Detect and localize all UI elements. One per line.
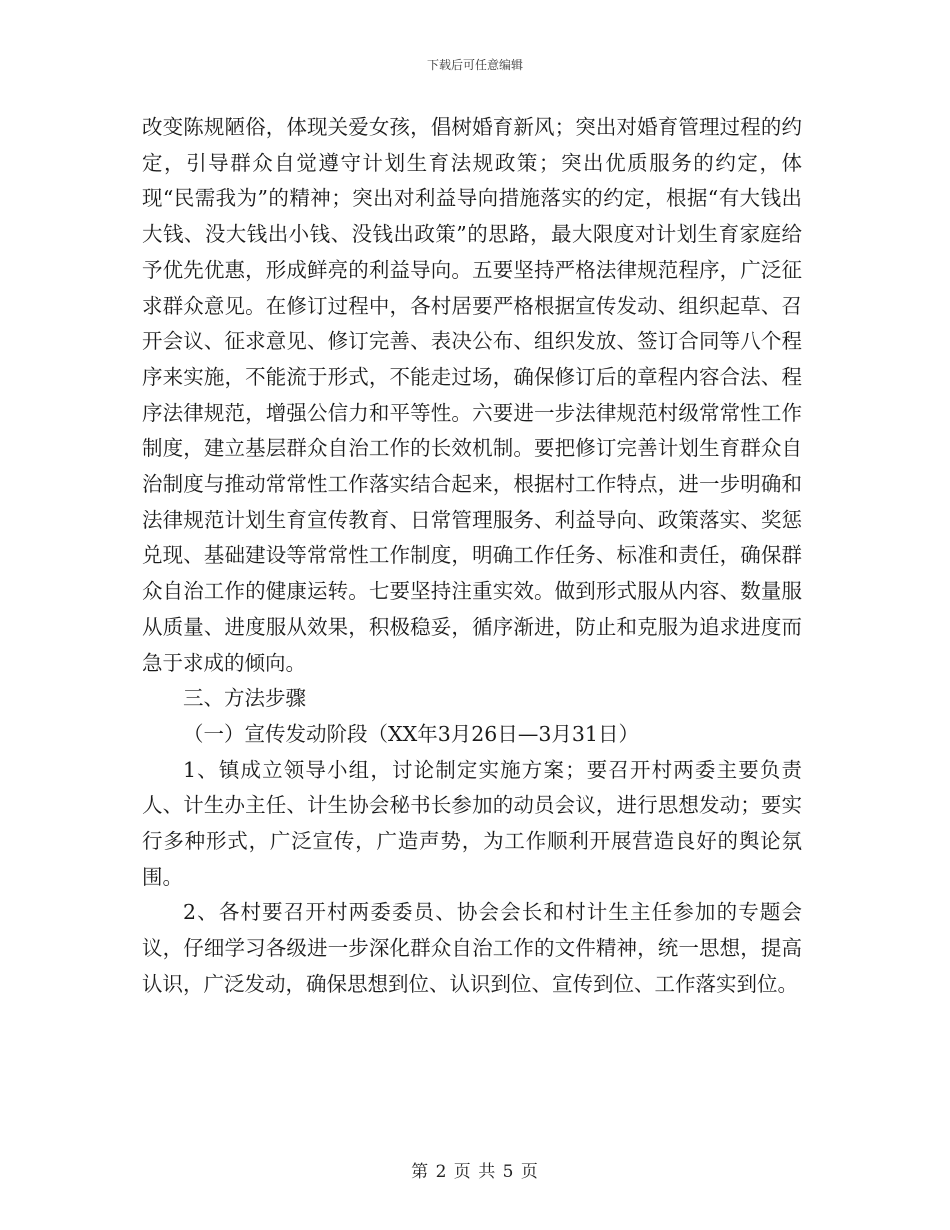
body-paragraph-item-2: 2、各村要召开村两委委员、协会会长和村计生主任参加的专题会议，仔细学习各级进一步深化群众自治工作的文件精神，统一思想，提高认识，广泛发动，确保思想到位、认识到位、宣传到位、工作落实到位。 [142, 900, 802, 996]
document-body [142, 110, 802, 1003]
body-paragraph-item-1: 1、镇成立领导小组，讨论制定实施方案；要召开村两委主要负责人、计生办主任、计生协会秘书长参加的动员会议，进行思想发动；要实行多种形式，广泛宣传，广造声势，为工作顺利开展营造良好的舆论氛围。 [142, 757, 802, 889]
section-heading-methods: 三、方法步骤 [183, 686, 306, 711]
body-paragraph-continuation: 改变陈规陋俗，体现关爱女孩，倡树婚育新风；突出对婚育管理过程的约定，引导群众自觉遵守计划生育法规政策；突出优质服务的约定，体现“民需我为”的精神；突出对利益导向措施落实的约定，根据“有大钱出大钱、没大钱出小钱、没钱出政策”的思路，最大限度对计划生育家庭给予优先优惠，形成鲜亮的利益导向。五要坚持严格法律规范程序，广泛征求群众意见。在修订过程中，各村居要严格根据宣传发动、组织起草、召开会议、征求意见、修订完善、表决公布、组织发放、签订合同等八个程序来实施，不能流于形式，不能走过场，确保修订后的章程内容合法、程序法律规范，增强公信力和平等性。六要进一步法律规范村级常常性工作制度，建立基层群众自治工作的长效机制。要把修订完善计划生育群众自治制度与推动常常性工作落实结合起来，根据村工作特点，进一步明确和法律规范计划生育宣传教育、日常管理服务、利益导向、政策落实、奖惩兑现、基础建设等常常性工作制度，明确工作任务、标准和责任，确保群众自治工作的健康运转。七要坚持注重实效。做到形式服从内容、数量服从质量、进度服从效果，积极稳妥，循序渐进，防止和克服为追求进度而急于求成的倾向。 [142, 115, 802, 675]
page-number-footer: 第 2 页 共 5 页 [411, 1162, 539, 1182]
subsection-heading-publicity-stage: （一）宣传发动阶段（XX年3月26日—3月31日） [183, 721, 639, 746]
page-header-note: 下载后可任意编辑 [426, 58, 523, 72]
